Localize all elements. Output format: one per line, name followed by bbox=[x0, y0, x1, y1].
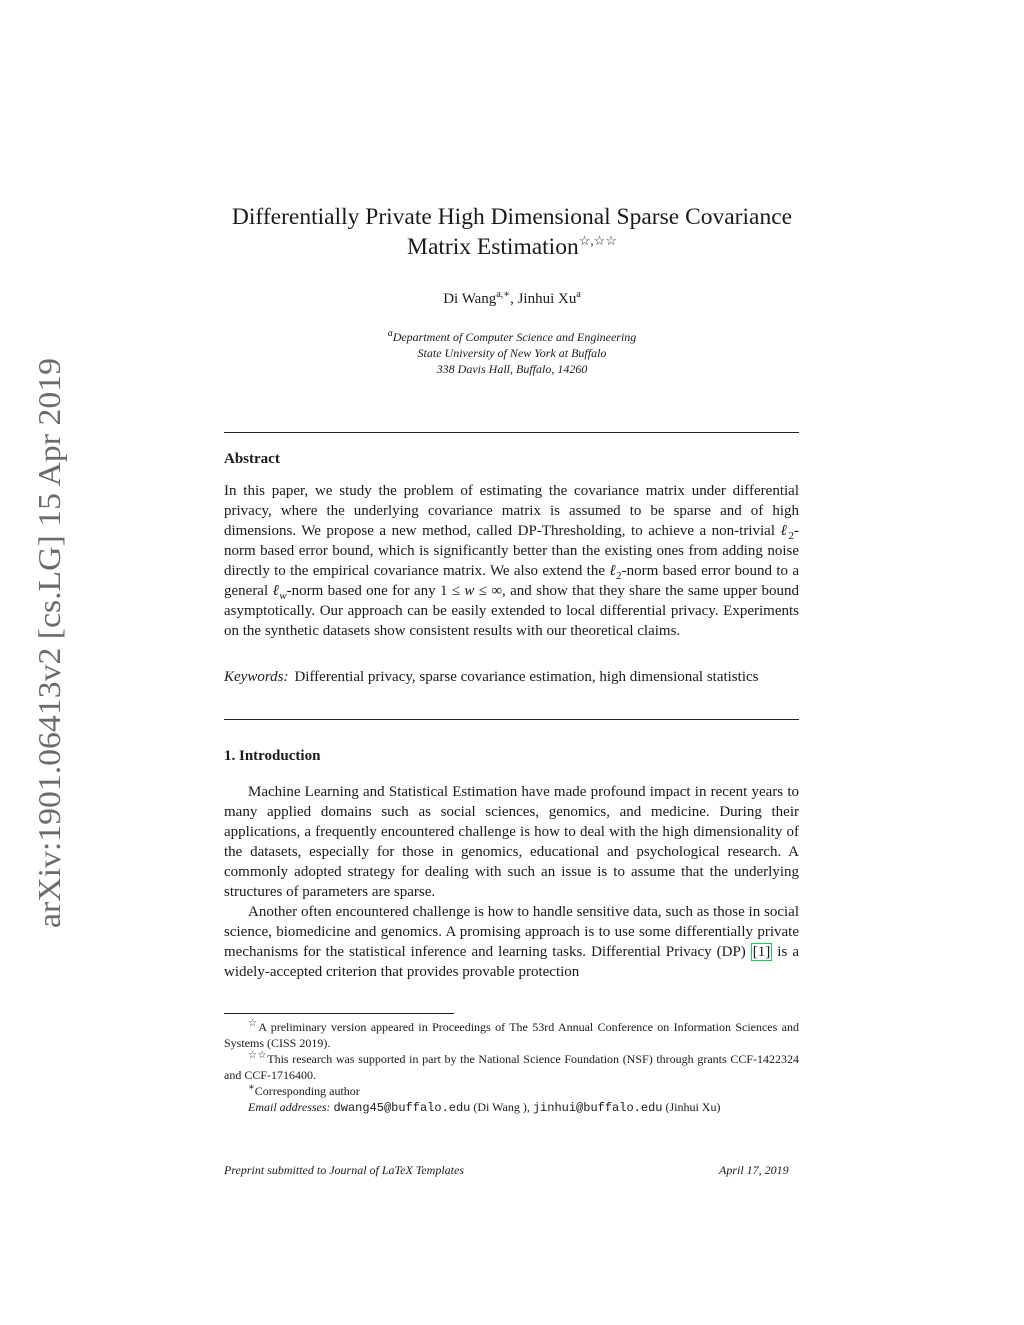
author-jinhui-xu: Jinhui Xu bbox=[517, 291, 577, 307]
email-label: Email addresses: bbox=[248, 1100, 331, 1114]
email-2-owner: (Jinhui Xu) bbox=[665, 1100, 721, 1114]
intro-paragraph-2-text-b: is a widely-accepted criterion that provides provable protection bbox=[224, 944, 799, 980]
keywords-text: Differential privacy, sparse covariance estimation, high dimensional statistics bbox=[294, 669, 759, 685]
footnote-3-text: Corresponding author bbox=[254, 1084, 360, 1098]
l2-norm-subscript: 2 bbox=[788, 530, 795, 542]
introduction-heading: 1. Introduction bbox=[224, 748, 321, 764]
abstract-body bbox=[224, 481, 799, 641]
preprint-date: April 17, 2019 bbox=[719, 1163, 789, 1177]
keywords bbox=[224, 667, 799, 687]
footnote-1-mark: ☆ bbox=[248, 1018, 259, 1029]
abstract-text-b: -norm based error bound, which is significantly better than the existing ones from adding noise directly to the empirical covariance matrix. We also extend the bbox=[224, 523, 800, 579]
footnotes bbox=[224, 1019, 799, 1116]
preprint-note: Preprint submitted to Journal of LaTeX Templates bbox=[224, 1163, 465, 1177]
abstract-text-e: ≤ ∞, and show that they share the same upper bound asymptotically. Our approach can be easily extended to local differential privacy. Experiments on the synthetic datasets show consistent results with our theoretical claims. bbox=[224, 583, 799, 639]
footnote-3 bbox=[224, 1083, 799, 1099]
citation-link[interactable]: [1] bbox=[752, 944, 771, 960]
l2-norm-symbol: ℓ bbox=[780, 523, 789, 539]
author-list bbox=[212, 289, 812, 308]
footnote-1 bbox=[224, 1019, 799, 1051]
intro-paragraph-2-text-a: Another often encountered challenge is how to handle sensitive data, such as those in social science, biomedicine and genomics. A promising approach is to use some differentially private mechanisms for the statistical inference and learning tasks. Differential Privacy (DP) bbox=[224, 904, 799, 960]
abstract-top-rule bbox=[224, 432, 799, 433]
affiliation-line-1-text: Department of Computer Science and Engineering bbox=[392, 330, 637, 344]
arxiv-identifier-text: arXiv:1901.06413v2 [cs.LG] 15 Apr 2019 bbox=[31, 387, 67, 928]
author-1-marks[interactable]: a,∗ bbox=[496, 289, 511, 300]
w-symbol: w bbox=[464, 583, 475, 599]
intro-paragraph-2 bbox=[224, 902, 799, 982]
l2-norm-symbol-2: ℓ bbox=[609, 563, 617, 579]
footnote-2-mark: ☆☆ bbox=[248, 1050, 268, 1061]
affiliation-line-2: State University of New York at Buffalo bbox=[417, 346, 607, 360]
email-addresses bbox=[224, 1099, 799, 1116]
title-line-1: Differentially Private High Dimensional Sparse Covariance bbox=[231, 204, 793, 230]
footnote-rule bbox=[224, 1013, 454, 1014]
l2-norm-subscript-2: 2 bbox=[616, 570, 622, 582]
affiliation bbox=[212, 326, 812, 377]
author-di-wang: Di Wang bbox=[443, 291, 497, 307]
footnote-1-text: A preliminary version appeared in Proceedings of The 53rd Annual Conference on Information Sciences and Systems (CISS 2019). bbox=[224, 1020, 799, 1050]
email-jinhui-xu[interactable]: jinhui@buffalo.edu bbox=[532, 1101, 663, 1115]
title-line-2-text: Matrix Estimation bbox=[407, 234, 579, 260]
abstract-bottom-rule bbox=[224, 719, 799, 720]
footnote-3-mark: ∗ bbox=[248, 1082, 255, 1093]
footnote-2 bbox=[224, 1051, 799, 1083]
intro-paragraph-1: Machine Learning and Statistical Estimation have made profound impact in recent years to many applied domains such as social sciences, genomics, and medicine. During their applications, a frequently encountered challenge is how to deal with the high dimensionality of the datasets, especially for those in genomics, educational and psychological research. A commonly adopted strategy for dealing with such an issue is to assume that the underlying structures of parameters are sparse. bbox=[224, 784, 799, 900]
abstract-text-d: -norm based one for any 1 ≤ bbox=[286, 583, 465, 599]
abstract-text-c: -norm based error bound to a general bbox=[224, 563, 800, 599]
abstract-heading: Abstract bbox=[224, 451, 280, 467]
title-line-2 bbox=[212, 232, 812, 262]
abstract-text-a: In this paper, we study the problem of estimating the covariance matrix under differential privacy, where the underlying covariance matrix is assumed to be sparse and of high dimensions. We propose a new method, called DP-Thresholding, to achieve a non-trivial bbox=[224, 483, 799, 539]
introduction-body bbox=[224, 782, 799, 982]
keywords-label: Keywords: bbox=[224, 669, 289, 685]
lw-norm-symbol: ℓ bbox=[272, 583, 280, 599]
lw-norm-subscript: w bbox=[279, 590, 287, 602]
email-1-owner: (Di Wang ), bbox=[473, 1100, 533, 1114]
arxiv-identifier bbox=[30, 350, 70, 950]
author-2-marks: a bbox=[576, 289, 581, 300]
author-separator: , bbox=[510, 291, 518, 307]
paper-title bbox=[212, 202, 812, 262]
affiliation-line-1 bbox=[212, 326, 812, 345]
affiliation-line-3: 338 Davis Hall, Buffalo, 14260 bbox=[436, 362, 588, 376]
title-footnote-marks[interactable]: ☆,☆☆ bbox=[578, 233, 617, 249]
email-di-wang[interactable]: dwang45@buffalo.edu bbox=[333, 1101, 471, 1115]
abstract-paragraph bbox=[224, 481, 799, 641]
affiliation-mark: a bbox=[387, 328, 393, 339]
footnote-2-text: This research was supported in part by the National Science Foundation (NSF) through grants CCF-1422324 and CCF-1716400. bbox=[224, 1052, 799, 1082]
